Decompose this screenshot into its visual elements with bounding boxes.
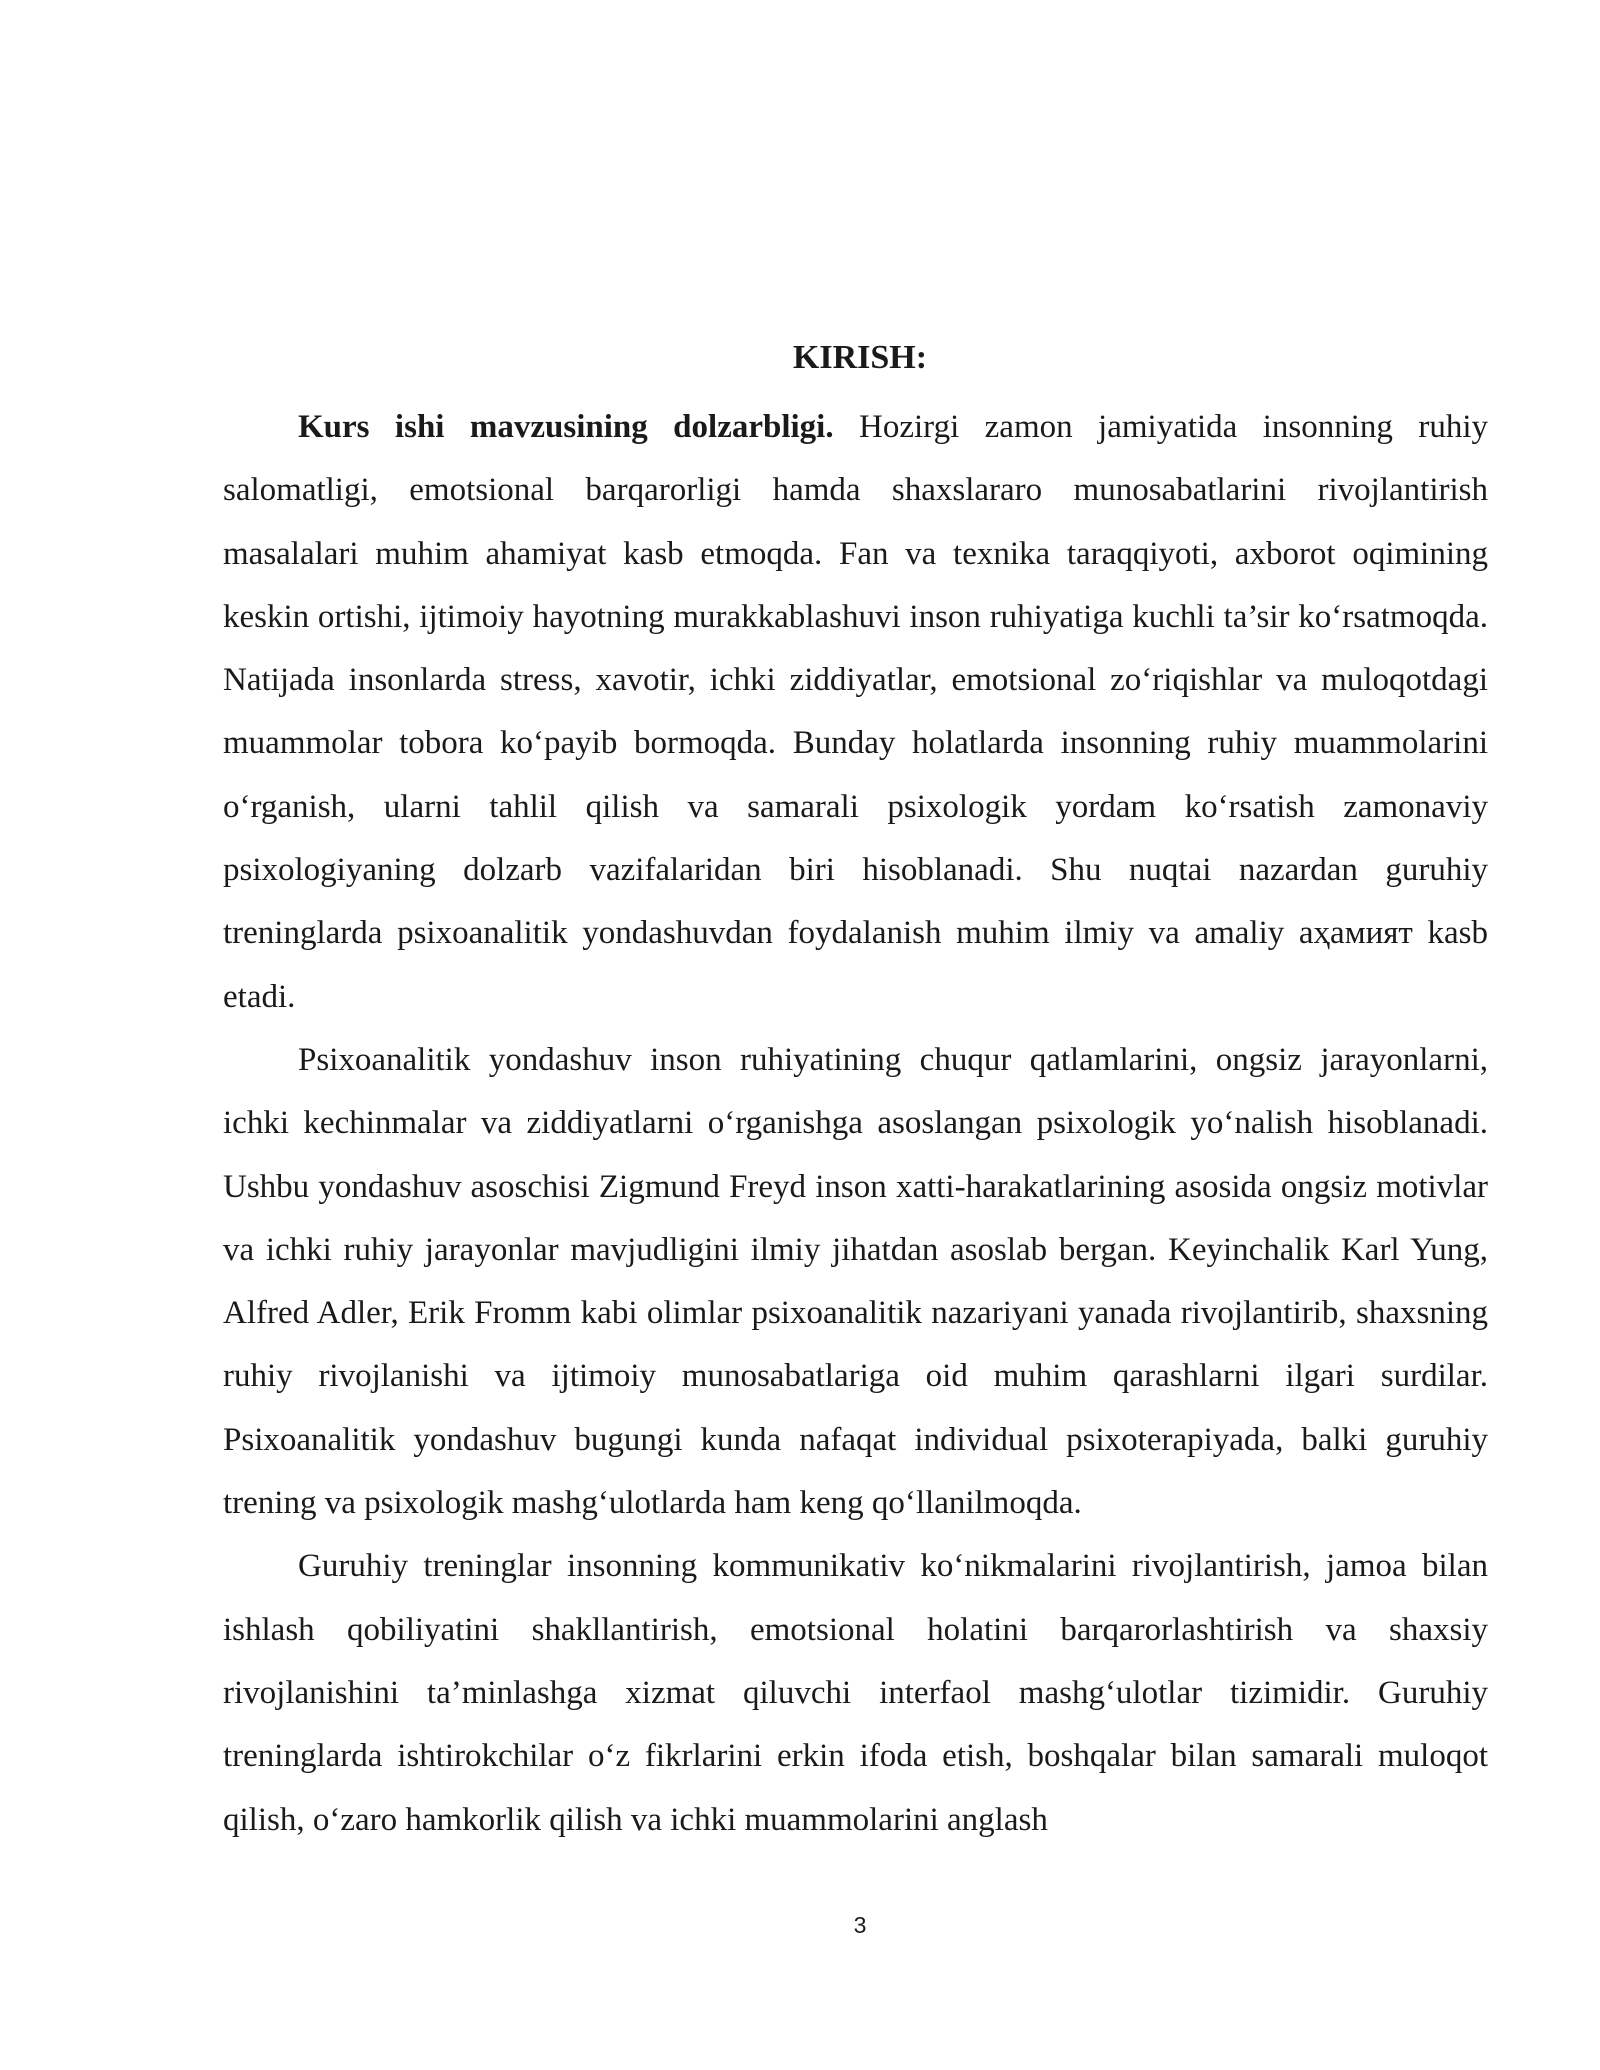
paragraph-text: Hozirgi zamon jamiyatida insonning ruhiy salomatligi, emotsional barqarorligi hamda shaxslararo munosabatlarini rivojlantirish masalalari muhim ahamiyat kasb etmoqda. Fan va texnika taraqqiyoti, axborot oqimining keskin ortishi, ijtimoiy hayotning murakkablashuvi inson ruhiyatiga kuchli ta’sir ko‘rsatmoqda. Natijada insonlarda stress, xavotir, ichki ziddiyatlar, emotsional zo‘riqishlar va muloqotdagi muammolar tobora ko‘payib bormoqda. Bunday holatlarda insonning ruhiy muammolarini o‘rganish, ularni tahlil qilish va samarali psixologik yordam ko‘rsatish zamonaviy psixologiyaning dolzarb vazifalaridan biri hisoblanadi. Shu nuqtai nazardan guruhiy treninglarda psixoanalitik yondashuvdan foydalanish muhim ilmiy va amaliy аҳамият kasb etadi.: [223, 409, 1488, 1015]
body-text: [223, 396, 1488, 1852]
paragraph-psychoanalytic-approach: Psixoanalitik yondashuv inson ruhiyatining chuqur qatlamlarini, ongsiz jarayonlarni, ichki kechinmalar va ziddiyatlarni o‘rganishga asoslangan psixologik yo‘nalish hisoblanadi. Ushbu yondashuv asoschisi Zigmund Freyd inson xatti-harakatlarining asosida ongsiz motivlar va ichki ruhiy jarayonlar mavjudligini ilmiy jihatdan asoslab bergan. Keyinchalik Karl Yung, Alfred Adler, Erik Fromm kabi olimlar psixoanalitik nazariyani yanada rivojlantirib, shaxsning ruhiy rivojlanishi va ijtimoiy munosabatlariga oid muhim qarashlarni ilgari surdilar. Psixoanalitik yondashuv bugungi kunda nafaqat individual psixoterapiyada, balki guruhiy trening va psixologik mashg‘ulotlarda ham keng qo‘llanilmoqda.: [223, 1041, 1488, 1522]
section-heading: KIRISH:: [792, 339, 928, 376]
page-number: 3: [853, 1912, 867, 1938]
paragraph-lead: Kurs ishi mavzusining dolzarbligi.: [298, 409, 834, 445]
paragraph-relevance: [223, 396, 1488, 1029]
paragraph-group-trainings: Guruhiy treninglar insonning kommunikativ ko‘nikmalarini rivojlantirish, jamoa bilan ishlash qobiliyatini shakllantirish, emotsional holatini barqarorlashtirish va shaxsiy rivojlanishini ta’minlashga xizmat qiluvchi interfaol mashg‘ulotlar tizimidir. Guruhiy treninglarda ishtirokchilar o‘z fikrlarini erkin ifoda etish, boshqalar bilan samarali muloqot qilish, o‘zaro hamkorlik qilish va ichki muammolarini anglash: [223, 1548, 1488, 1838]
